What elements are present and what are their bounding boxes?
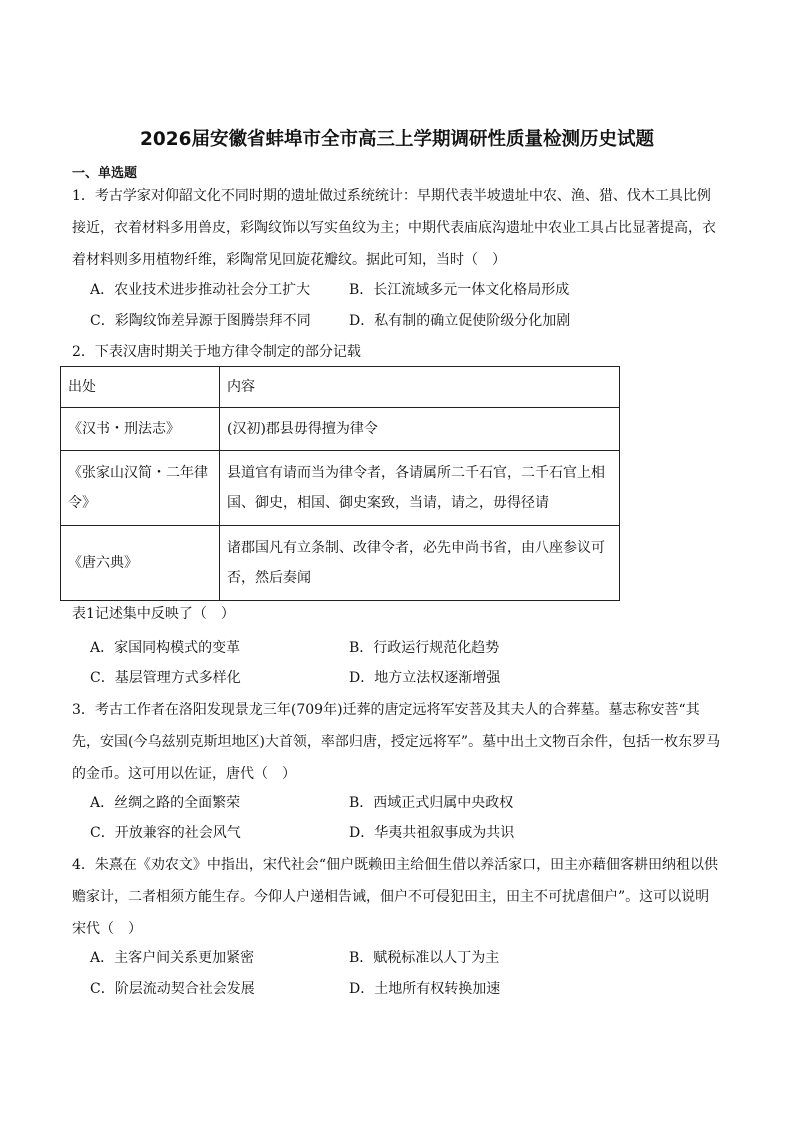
table-header-content: 内容: [220, 367, 620, 408]
question-2-prompt: 表1记述集中反映了（ ）: [72, 606, 235, 622]
table-header-source: 出处: [61, 367, 220, 408]
question-4-option-a[interactable]: A．主客户间关系更加紧密: [90, 950, 255, 966]
table-row: [61, 451, 620, 526]
table-cell-content: 县道官有请而当为律令者，各请属所二千石官，二千石官上相国、御史，相国、御史案致，当请，请之，毋得径请: [220, 451, 620, 526]
question-3-stem: 3．考古工作者在洛阳发现景龙三年(709年)迁葬的唐定远将军安菩及其夫人的合葬墓。墓志称安菩“其先，安国(今乌兹别克斯坦地区)大首领，率部归唐，授定远将军”。墓中出土文物百余件，包括一枚东罗马的金币。这可用以佐证，唐代（ ）: [72, 702, 721, 782]
table-cell-source: 《汉书・刑法志》: [61, 408, 220, 451]
question-4-stem: 4．朱熹在《劝农文》中指出，宋代社会“佃户既赖田主给佃生借以养活家口，田主亦藉佃客耕田纳租以供赡家计，二者相须方能生存。今仰人户递相告诫，佃户不可侵犯田主，田主不可扰虐佃户”。这可以说明宋代（ ）: [72, 857, 719, 937]
table-cell-content: 诸郡国凡有立条制、改律令者，必先申尚书省，由八座参议可否，然后奏闻: [220, 526, 620, 601]
question-3-option-a[interactable]: A．丝绸之路的全面繁荣: [90, 795, 241, 811]
section-heading: 一、单选题: [72, 166, 138, 181]
question-3-option-c[interactable]: C．开放兼容的社会风气: [90, 825, 241, 841]
question-4-option-d[interactable]: D．土地所有权转换加速: [349, 981, 501, 997]
page-title: 2026届安徽省蚌埠市全市高三上学期调研性质量检测历史试题: [140, 129, 654, 150]
question-2-option-c[interactable]: C．基层管理方式多样化: [90, 670, 241, 686]
question-1-option-b[interactable]: B．长江流域多元一体文化格局形成: [349, 282, 570, 298]
question-4-option-b[interactable]: B．赋税标准以人丁为主: [349, 950, 500, 966]
question-3-option-d[interactable]: D．华夷共祖叙事成为共识: [349, 825, 515, 841]
question-1-option-a[interactable]: A．农业技术进步推动社会分工扩大: [90, 282, 311, 298]
question-2-option-d[interactable]: D．地方立法权逐渐增强: [349, 670, 501, 686]
table-cell-content: (汉初)郡县毋得擅为律令: [220, 408, 620, 451]
records-table: [60, 366, 620, 601]
table-header-row: [61, 367, 620, 408]
question-1-option-c[interactable]: C．彩陶纹饰差异源于图腾崇拜不同: [90, 313, 311, 329]
question-2-option-b[interactable]: B．行政运行规范化趋势: [349, 640, 500, 656]
table-cell-source: 《张家山汉简・二年律令》: [61, 451, 220, 526]
table-row: [61, 526, 620, 601]
table-row: [61, 408, 620, 451]
question-3-option-b[interactable]: B．西域正式归属中央政权: [349, 795, 514, 811]
question-1-option-d[interactable]: D．私有制的确立促使阶级分化加剧: [349, 313, 571, 329]
table-cell-source: 《唐六典》: [61, 526, 220, 601]
question-2-stem: 2．下表汉唐时期关于地方律令制定的部分记载: [72, 344, 361, 360]
question-1-stem: 1．考古学家对仰韶文化不同时期的遗址做过系统统计：早期代表半坡遗址中农、渔、猎、伐木工具比例接近，衣着材料多用兽皮，彩陶纹饰以写实鱼纹为主；中期代表庙底沟遗址中农业工具占比显著提高，衣着材料则多用植物纤维，彩陶常见回旋花瓣纹。据此可知，当时（ ）: [72, 188, 716, 268]
question-2-option-a[interactable]: A．家国同构模式的变革: [90, 640, 241, 656]
question-4-option-c[interactable]: C．阶层流动契合社会发展: [90, 981, 255, 997]
